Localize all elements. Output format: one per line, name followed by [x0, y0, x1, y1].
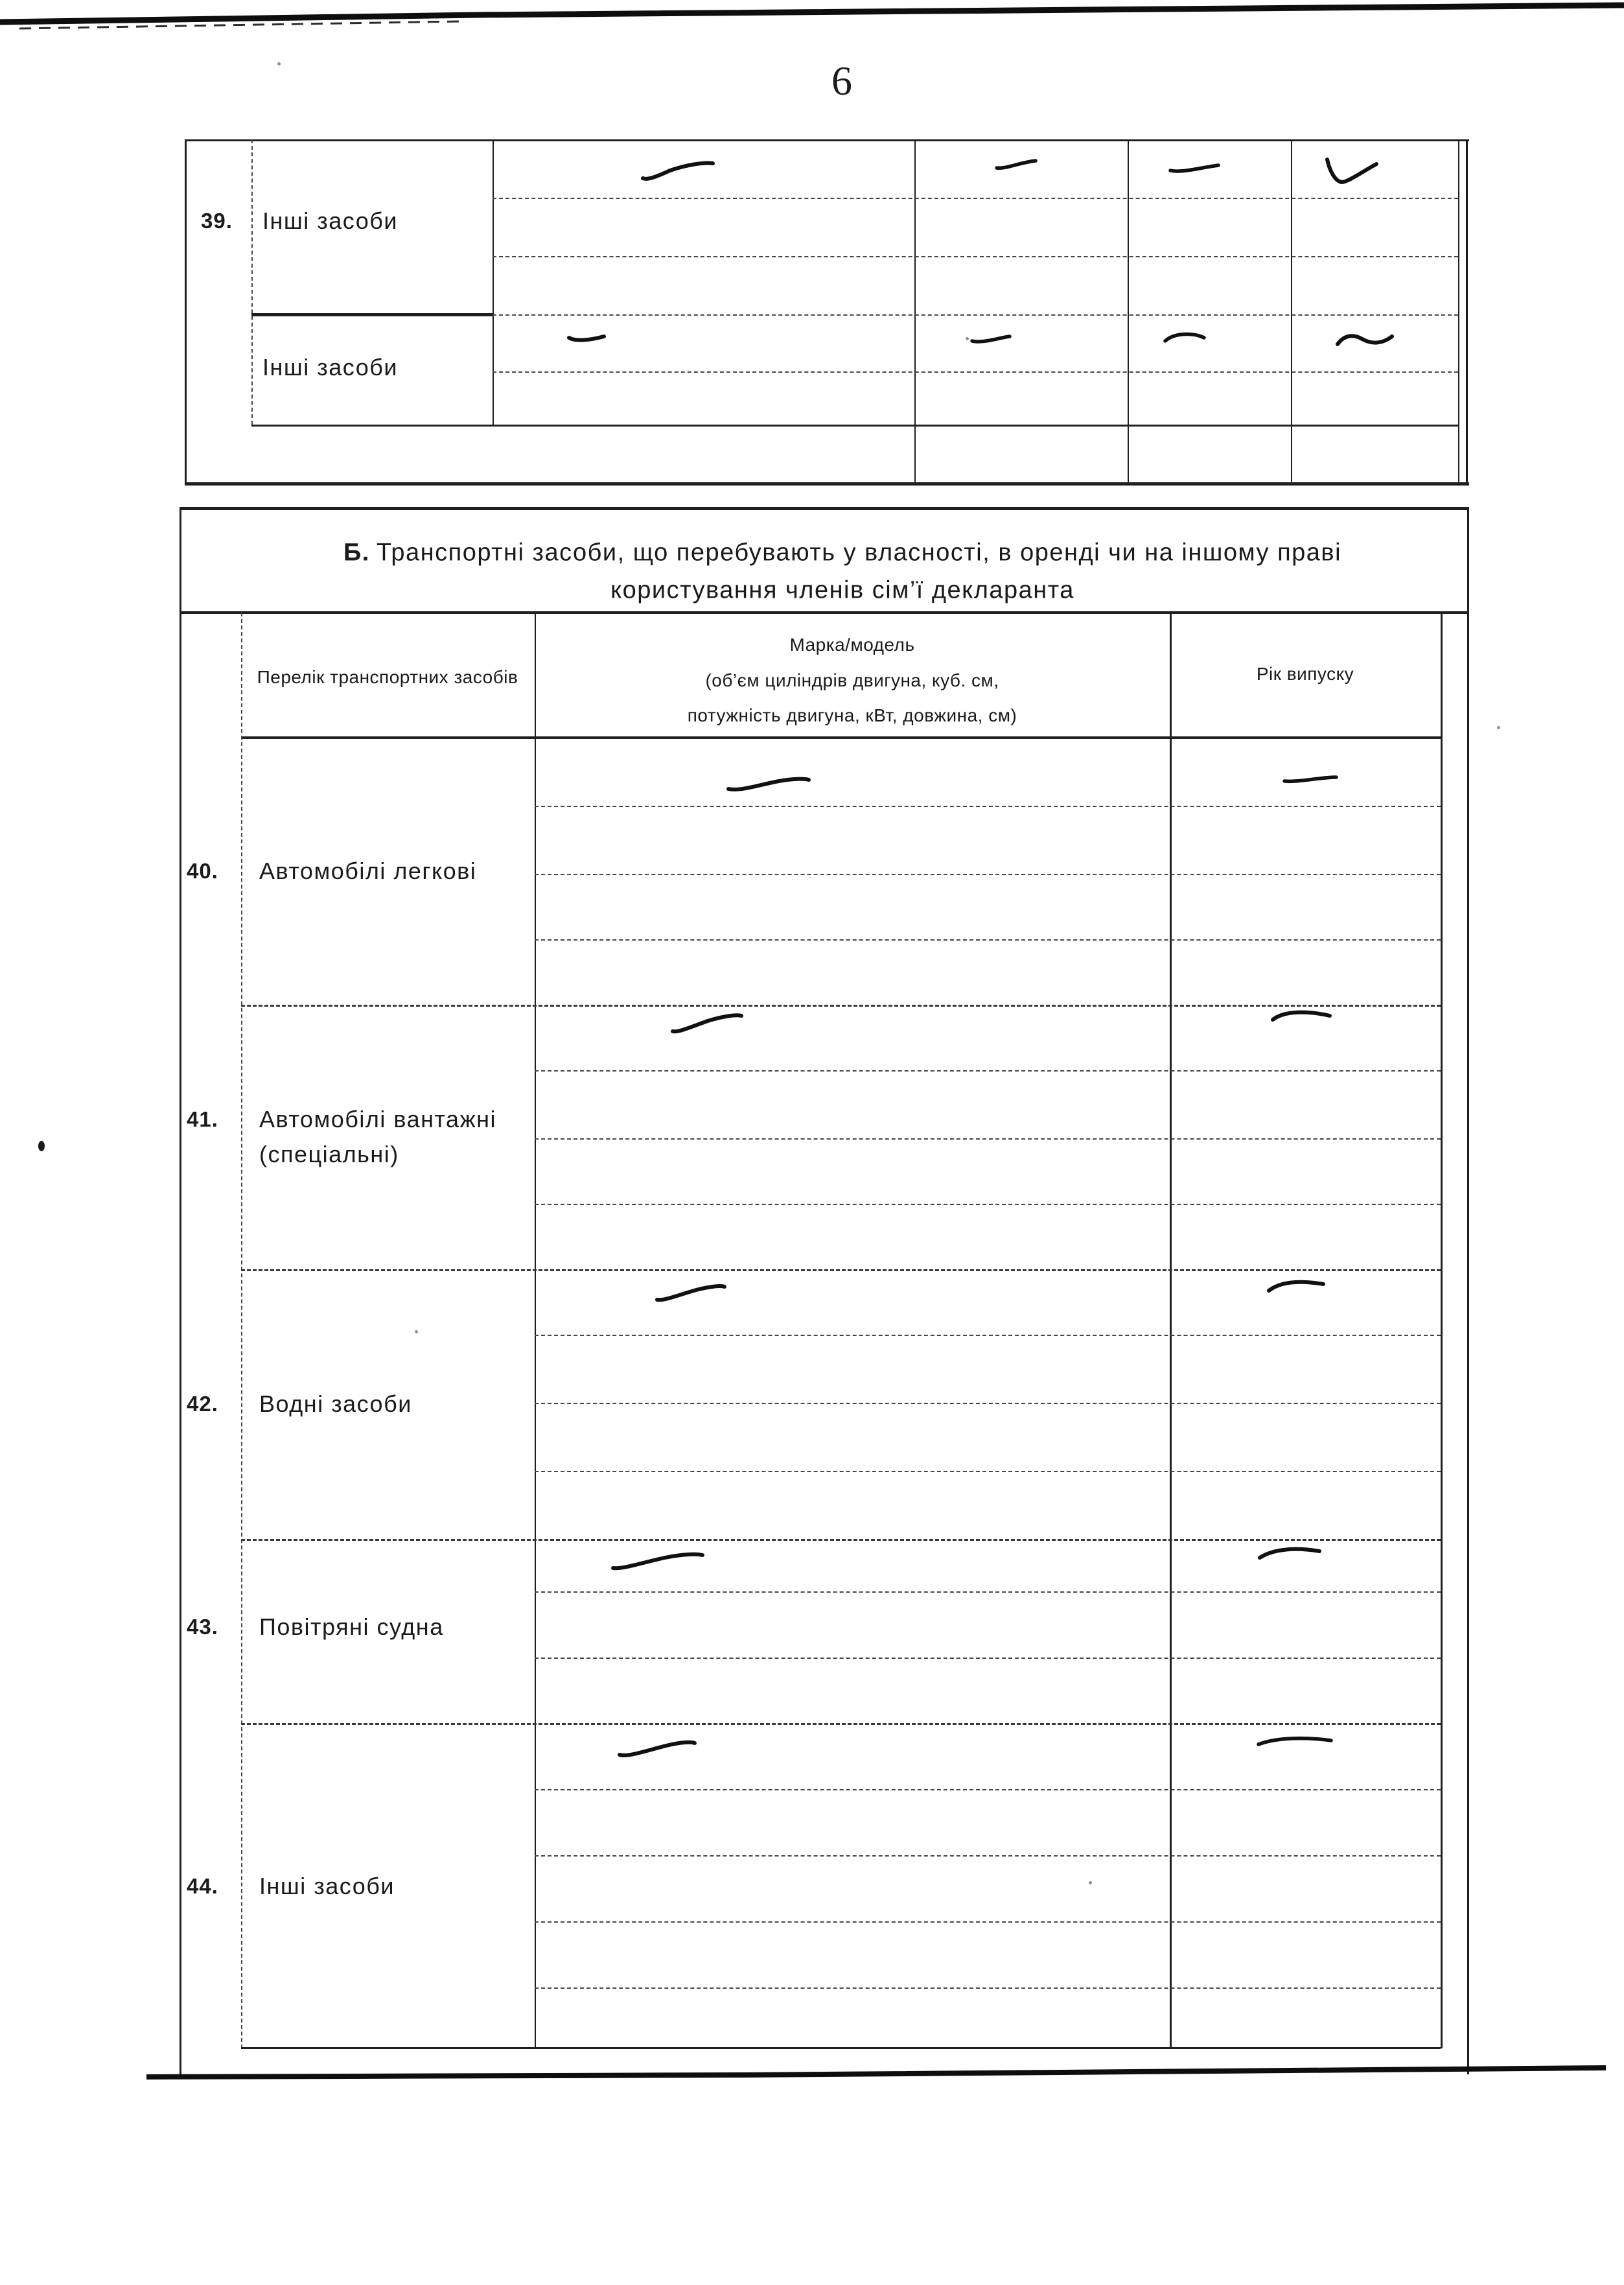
- sub-row-line: [535, 874, 1441, 875]
- handwritten-dash-icon: [565, 329, 608, 347]
- sub-row-line: [535, 1789, 1441, 1790]
- handwritten-dash-icon: [1264, 1276, 1328, 1296]
- group-boundary-line: [241, 1269, 1441, 1271]
- section-b-title-line1: Б. Транспортні засоби, що перебувають у власності, в оренді чи на іншому праві: [343, 539, 1342, 567]
- row-label-line2: (спеціальні): [259, 1141, 399, 1167]
- row-number: 42.: [187, 1392, 218, 1416]
- section-b-title-line2: користування членів сім’ї декларанта: [610, 576, 1074, 604]
- handwritten-dash-icon: [667, 1010, 745, 1037]
- b-col-divider-year: [1170, 613, 1172, 2048]
- scan-speck: [1497, 726, 1500, 729]
- group-boundary-line: [241, 1005, 1441, 1007]
- row-number: 41.: [187, 1107, 218, 1131]
- top-row-line: [493, 198, 1458, 199]
- row-number: 44.: [187, 1874, 218, 1898]
- row-label: Повітряні судна: [259, 1613, 444, 1640]
- sub-row-line: [535, 1070, 1441, 1072]
- top-row-line: [493, 314, 1458, 316]
- top-col-divider-4: [1291, 139, 1292, 484]
- scan-speck: [415, 1330, 418, 1333]
- top-table-right-border: [1458, 139, 1459, 484]
- handwritten-dash-icon: [1269, 1006, 1334, 1027]
- column-header-list: Перелік транспортних засобів: [257, 667, 518, 687]
- sub-row-line: [535, 1658, 1441, 1659]
- sub-row-line: [535, 1855, 1441, 1857]
- group-boundary-line: [241, 1539, 1441, 1541]
- scan-speck: [1089, 1881, 1092, 1884]
- top-col-divider-3: [1128, 139, 1129, 484]
- top-box-top-border: [185, 139, 1469, 141]
- row-label: Інші засоби: [262, 354, 398, 381]
- sub-row-line: [535, 1471, 1441, 1472]
- top-col-divider-2: [914, 139, 916, 484]
- sub-row-line: [535, 806, 1441, 807]
- top-group-separator-bold: [251, 313, 493, 316]
- handwritten-dash-icon: [1256, 1543, 1323, 1564]
- b-box-top-border: [180, 507, 1469, 510]
- sub-row-line: [535, 1987, 1441, 1989]
- scan-edge-line-top-secondary: [19, 21, 460, 29]
- top-box-bottom-border: [185, 482, 1469, 486]
- top-col-divider-1: [493, 139, 494, 425]
- b-col-divider-list: [535, 613, 536, 2048]
- b-table-right-border: [1441, 613, 1443, 2048]
- section-letter: Б.: [343, 539, 370, 567]
- b-header-top-border: [180, 611, 1469, 614]
- row-number: 43.: [187, 1615, 218, 1639]
- sub-row-line: [535, 1403, 1441, 1404]
- row-label: Інші засоби: [259, 1873, 395, 1899]
- handwritten-dash-icon: [1255, 1732, 1335, 1750]
- top-row-line: [493, 371, 1458, 373]
- handwritten-check-icon: [1322, 154, 1382, 189]
- column-header-year: Рік випуску: [1256, 664, 1354, 684]
- sub-row-line: [535, 1921, 1441, 1923]
- handwritten-tilde-icon: [1334, 329, 1396, 353]
- sub-row-line: [535, 1138, 1441, 1140]
- handwritten-dash-icon: [725, 773, 813, 795]
- handwritten-dash-icon: [1281, 771, 1340, 787]
- scan-speck: [38, 1141, 45, 1151]
- handwritten-dash-icon: [609, 1548, 706, 1573]
- top-table-left-border: [251, 139, 253, 425]
- handwritten-dash-icon: [639, 158, 717, 183]
- scan-speck: [277, 62, 281, 65]
- top-row-line: [493, 256, 1458, 257]
- row-number: 39.: [201, 209, 233, 233]
- sub-row-line: [535, 1591, 1441, 1593]
- row-number: 40.: [187, 859, 218, 883]
- handwritten-dash-icon: [993, 156, 1039, 174]
- b-box-left-border: [180, 507, 181, 2074]
- handwritten-dash-icon: [614, 1736, 699, 1761]
- row-label: Автомобілі вантажні: [259, 1106, 497, 1132]
- sub-row-line: [535, 939, 1441, 941]
- sub-row-line: [535, 1204, 1441, 1205]
- column-header-marka-sub2: потужність двигуна, кВт, довжина, см): [687, 705, 1017, 725]
- handwritten-dash-icon: [1166, 159, 1222, 178]
- b-header-bottom-border: [241, 736, 1441, 739]
- handwritten-dash-icon: [968, 331, 1014, 347]
- top-box-right-border: [1466, 139, 1468, 485]
- group-boundary-line: [241, 1723, 1441, 1725]
- row-label: Водні засоби: [259, 1390, 412, 1417]
- page-number: 6: [831, 58, 852, 104]
- scan-edge-line-bottom: [146, 2068, 1606, 2077]
- top-box-left-border: [185, 139, 187, 485]
- b-box-right-border: [1467, 507, 1469, 2074]
- column-header-marka-sub1: (об’єм циліндрів двигуна, куб. см,: [705, 670, 999, 690]
- row-label: Автомобілі легкові: [259, 858, 477, 884]
- scan-speck: [966, 337, 969, 340]
- scan-edge-line-top: [0, 5, 1624, 22]
- b-table-left-border: [241, 613, 242, 2048]
- top-table-bottom-line: [251, 425, 1458, 427]
- handwritten-dash-icon: [1161, 328, 1208, 346]
- sub-row-line: [535, 1335, 1441, 1336]
- column-header-marka: Марка/модель: [789, 635, 915, 655]
- handwritten-dash-icon: [653, 1281, 728, 1304]
- b-table-bottom-line: [241, 2047, 1441, 2049]
- row-label: Інші засоби: [262, 207, 398, 234]
